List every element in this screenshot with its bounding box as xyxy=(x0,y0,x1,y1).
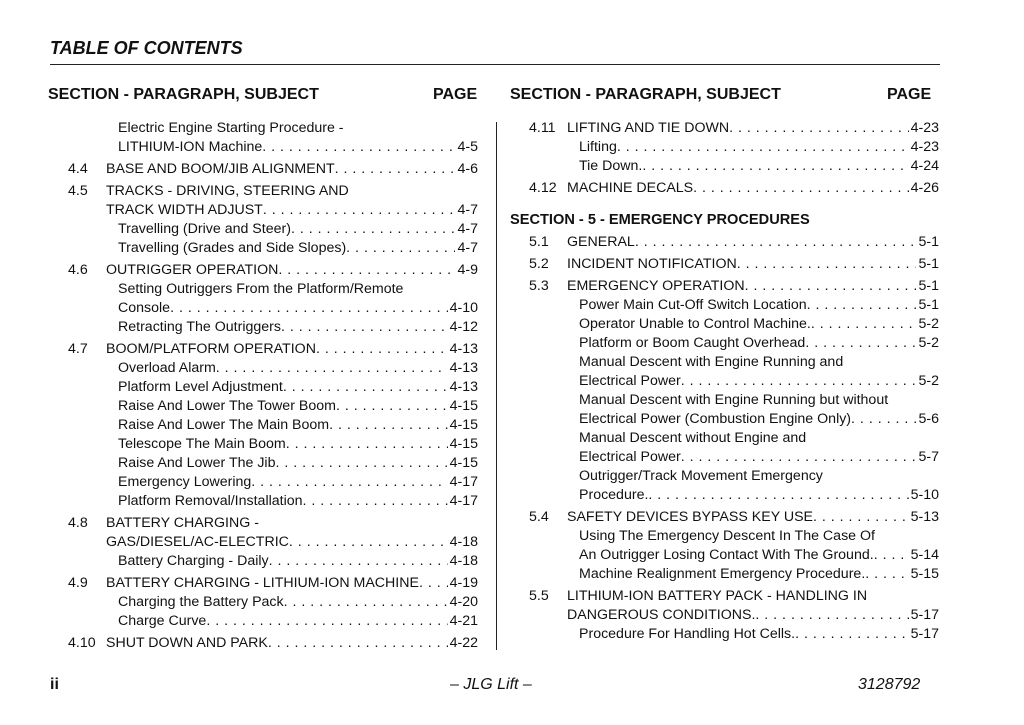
toc-entry xyxy=(68,533,478,552)
toc-entry-number: 4.10 xyxy=(68,635,96,651)
toc-entry xyxy=(529,277,939,296)
dot-leader xyxy=(286,435,448,454)
toc-entry-number: 5.3 xyxy=(529,278,549,294)
toc-entry-title: Electric Engine Starting Procedure - xyxy=(118,120,344,136)
toc-entry-number: 4.12 xyxy=(529,180,557,196)
toc-entry xyxy=(68,612,478,631)
right-page-heading: PAGE xyxy=(887,86,932,103)
dot-leader xyxy=(336,397,448,416)
toc-entry-title: Platform or Boom Caught Overhead xyxy=(579,335,806,351)
toc-entry-page: 5-2 xyxy=(918,316,939,332)
column-divider xyxy=(496,122,497,650)
toc-entry-title: Procedure For Handling Hot Cells. xyxy=(579,626,796,642)
toc-entry xyxy=(529,296,939,315)
toc-entry-title: Raise And Lower The Tower Boom xyxy=(118,398,336,414)
dot-leader xyxy=(289,533,448,552)
dot-leader xyxy=(291,220,456,239)
toc-entry-title: Travelling (Drive and Steer) xyxy=(118,221,291,237)
toc-entry xyxy=(529,315,939,334)
dot-leader xyxy=(755,606,908,625)
toc-entry-page: 4-15 xyxy=(449,436,478,452)
toc-entry xyxy=(68,119,478,138)
toc-entry xyxy=(529,410,939,429)
toc-entry-title: Procedure. xyxy=(579,487,649,503)
toc-entry-title: LITHIUM-ION BATTERY PACK - HANDLING IN xyxy=(567,588,868,604)
toc-entry xyxy=(68,378,478,397)
toc-entry-page: 4-21 xyxy=(449,613,478,629)
toc-entry-page: 4-13 xyxy=(449,360,478,376)
toc-entry xyxy=(529,565,939,584)
toc-entry-page: 4-15 xyxy=(449,398,478,414)
toc-entry xyxy=(529,179,939,198)
toc-entry-number: 4.8 xyxy=(68,515,88,531)
toc-entry-title: GAS/DIESEL/AC-ELECTRIC xyxy=(106,534,289,550)
toc-entry xyxy=(529,157,939,176)
toc-entry xyxy=(68,454,478,473)
toc-entry xyxy=(529,353,939,372)
toc-entry xyxy=(68,201,478,220)
dot-leader xyxy=(269,552,448,571)
toc-entry-title: Using The Emergency Descent In The Case Of xyxy=(579,528,875,544)
toc-entry-page: 4-22 xyxy=(449,635,478,651)
toc-entry xyxy=(68,318,478,337)
toc-entry-page: 5-2 xyxy=(918,373,939,389)
dot-leader xyxy=(262,138,455,157)
right-toc-column xyxy=(510,119,939,644)
toc-entry xyxy=(68,574,478,593)
dot-leader xyxy=(206,612,447,631)
toc-entry-page: 4-23 xyxy=(910,120,939,136)
left-toc-column xyxy=(68,119,478,653)
toc-entry-title: Electrical Power (Combustion Engine Only) xyxy=(579,411,852,427)
toc-entry-title: Retracting The Outriggers xyxy=(118,319,281,335)
toc-entry-title: Telescope The Main Boom xyxy=(118,436,286,452)
toc-entry xyxy=(529,334,939,353)
dot-leader xyxy=(865,565,908,584)
toc-entry-page: 4-18 xyxy=(449,553,478,569)
toc-entry-title: An Outrigger Losing Contact With The Ground. xyxy=(579,547,874,563)
dot-leader xyxy=(263,201,456,220)
toc-entry-title: Tie Down. xyxy=(579,158,643,174)
toc-entry-title: Electrical Power xyxy=(579,373,681,389)
toc-entry-title: SAFETY DEVICES BYPASS KEY USE xyxy=(567,509,814,525)
footer-title: – JLG Lift – xyxy=(450,676,532,693)
toc-entry-page: 5-6 xyxy=(918,411,939,427)
toc-entry xyxy=(529,546,939,565)
toc-entry xyxy=(68,182,478,201)
dot-leader xyxy=(281,318,448,337)
toc-entry xyxy=(68,359,478,378)
toc-entry xyxy=(529,372,939,391)
toc-entry-title: BATTERY CHARGING - LITHIUM-ION MACHINE xyxy=(106,575,419,591)
toc-entry-title: SHUT DOWN AND PARK xyxy=(106,635,268,651)
toc-entry xyxy=(68,416,478,435)
toc-entry-page: 5-1 xyxy=(918,234,939,250)
toc-entry-page: 4-20 xyxy=(449,594,478,610)
dot-leader xyxy=(805,334,916,353)
dot-leader xyxy=(278,261,455,280)
right-column-heading: SECTION - PARAGRAPH, SUBJECT xyxy=(510,86,781,103)
toc-entry-title: Overload Alarm xyxy=(118,360,216,376)
dot-leader xyxy=(807,296,917,315)
page-title: TABLE OF CONTENTS xyxy=(50,38,243,58)
dot-leader xyxy=(729,119,908,138)
toc-entry-number: 4.11 xyxy=(529,120,556,136)
toc-entry-title: Platform Level Adjustment xyxy=(118,379,283,395)
toc-entry xyxy=(68,634,478,653)
toc-entry-number: 4.7 xyxy=(68,341,88,357)
dot-leader xyxy=(851,410,916,429)
dot-leader xyxy=(216,359,448,378)
dot-leader xyxy=(693,179,908,198)
toc-entry-page: 4-23 xyxy=(910,139,939,155)
toc-entry-title: OUTRIGGER OPERATION xyxy=(106,262,279,278)
toc-entry-title: GENERAL xyxy=(567,234,635,250)
toc-entry-title: Power Main Cut-Off Switch Location xyxy=(579,297,807,313)
toc-entry xyxy=(529,527,939,546)
toc-entry-title: Raise And Lower The Jib xyxy=(118,455,276,471)
toc-entry xyxy=(529,486,939,505)
toc-entry-number: 5.4 xyxy=(529,509,549,525)
toc-entry-title: Charge Curve xyxy=(118,613,207,629)
toc-entry xyxy=(68,514,478,533)
toc-entry xyxy=(68,473,478,492)
toc-entry-page: 4-9 xyxy=(457,262,478,278)
dot-leader xyxy=(346,239,455,258)
toc-entry xyxy=(529,606,939,625)
toc-entry-title: Operator Unable to Control Machine. xyxy=(579,316,811,332)
toc-entry-page: 4-5 xyxy=(457,139,478,155)
toc-entry-page: 5-1 xyxy=(918,297,939,313)
toc-entry xyxy=(529,508,939,527)
toc-entry-page: 4-10 xyxy=(449,300,478,316)
toc-entry-page: 5-10 xyxy=(910,487,939,503)
toc-entry-title: INCIDENT NOTIFICATION xyxy=(567,256,737,272)
toc-entry-title: TRACKS - DRIVING, STEERING AND xyxy=(106,183,349,199)
toc-entry-page: 5-17 xyxy=(910,607,939,623)
dot-leader xyxy=(874,546,909,565)
toc-entry-page: 5-14 xyxy=(910,547,939,563)
dot-leader xyxy=(795,625,909,644)
toc-entry-page: 4-19 xyxy=(449,575,478,591)
footer-doc-number: 3128792 xyxy=(858,676,921,693)
toc-entry-title: Setting Outriggers From the Platform/Remote xyxy=(118,281,404,297)
toc-entry-title: Manual Descent without Engine and xyxy=(579,430,807,446)
dot-leader xyxy=(811,315,917,334)
dot-leader xyxy=(170,299,448,318)
dot-leader xyxy=(642,157,908,176)
toc-entry-title: DANGEROUS CONDITIONS. xyxy=(567,607,756,623)
toc-entry xyxy=(68,160,478,179)
toc-entry-page: 4-13 xyxy=(449,379,478,395)
toc-entry-number: 5.5 xyxy=(529,588,549,604)
toc-entry-page: 5-7 xyxy=(918,449,939,465)
toc-entry-number: 4.6 xyxy=(68,262,88,278)
toc-entry xyxy=(68,261,478,280)
dot-leader xyxy=(268,634,448,653)
toc-entry-page: 4-24 xyxy=(910,158,939,174)
toc-entry-title: TRACK WIDTH ADJUST xyxy=(106,202,263,218)
toc-entry-title: Raise And Lower The Main Boom xyxy=(118,417,330,433)
toc-entry xyxy=(68,220,478,239)
toc-entry xyxy=(529,467,939,486)
toc-entry-page: 5-1 xyxy=(918,278,939,294)
toc-entry-title: LITHIUM-ION Machine xyxy=(118,139,263,155)
dot-leader xyxy=(419,574,448,593)
toc-entry-title: Machine Realignment Emergency Procedure. xyxy=(579,566,866,582)
toc-entry xyxy=(529,429,939,448)
toc-entry-page: 4-6 xyxy=(457,161,478,177)
toc-entry xyxy=(529,255,939,274)
toc-entry-title: Battery Charging - Daily xyxy=(118,553,269,569)
toc-entry xyxy=(529,233,939,252)
dot-leader xyxy=(681,448,917,467)
toc-entry xyxy=(529,587,939,606)
section-heading xyxy=(510,211,939,230)
dot-leader xyxy=(648,486,908,505)
toc-entry-number: 4.5 xyxy=(68,183,88,199)
toc-entry-number: 4.9 xyxy=(68,575,88,591)
toc-entry-title: BATTERY CHARGING - xyxy=(106,515,259,531)
toc-entry xyxy=(68,299,478,318)
toc-entry-page: 4-13 xyxy=(449,341,478,357)
toc-entry-title: Charging the Battery Pack xyxy=(118,594,284,610)
dot-leader xyxy=(316,340,448,359)
dot-leader xyxy=(335,160,456,179)
toc-entry-title: Lifting xyxy=(579,139,617,155)
toc-entry xyxy=(68,138,478,157)
toc-section-title: SECTION - 5 - EMERGENCY PROCEDURES xyxy=(510,212,810,228)
toc-entry xyxy=(68,593,478,612)
toc-entry-page: 5-17 xyxy=(910,626,939,642)
toc-entry-title: Outrigger/Track Movement Emergency xyxy=(579,468,823,484)
toc-entry-page: 4-17 xyxy=(449,474,478,490)
toc-entry-number: 4.4 xyxy=(68,161,88,177)
toc-entry-page: 5-15 xyxy=(910,566,939,582)
toc-entry xyxy=(68,280,478,299)
toc-entry-page: 5-13 xyxy=(910,509,939,525)
toc-entry-page: 4-26 xyxy=(910,180,939,196)
toc-entry xyxy=(529,448,939,467)
toc-entry xyxy=(68,492,478,511)
toc-entry-page: 4-7 xyxy=(457,202,478,218)
dot-leader xyxy=(617,138,909,157)
dot-leader xyxy=(275,454,447,473)
dot-leader xyxy=(329,416,448,435)
footer-page-number: ii xyxy=(50,676,59,693)
toc-entry xyxy=(68,397,478,416)
toc-entry-page: 5-2 xyxy=(918,335,939,351)
toc-entry xyxy=(68,340,478,359)
left-column-heading: SECTION - PARAGRAPH, SUBJECT xyxy=(48,86,319,103)
dot-leader xyxy=(283,378,448,397)
dot-leader xyxy=(303,492,448,511)
dot-leader xyxy=(251,473,447,492)
toc-entry-title: Travelling (Grades and Side Slopes) xyxy=(118,240,347,256)
toc-entry-page: 4-12 xyxy=(449,319,478,335)
left-page-heading: PAGE xyxy=(433,86,478,103)
toc-entry-page: 4-15 xyxy=(449,417,478,433)
toc-entry xyxy=(68,435,478,454)
toc-entry-title: BASE AND BOOM/JIB ALIGNMENT xyxy=(106,161,335,177)
toc-entry-page: 4-18 xyxy=(449,534,478,550)
toc-entry-title: Emergency Lowering xyxy=(118,474,252,490)
toc-entry-page: 4-7 xyxy=(457,221,478,237)
dot-leader xyxy=(284,593,448,612)
toc-entry-page: 4-15 xyxy=(449,455,478,471)
toc-entry-title: Platform Removal/Installation xyxy=(118,493,303,509)
toc-entry-number: 5.1 xyxy=(529,234,549,250)
dot-leader xyxy=(681,372,917,391)
title-rule xyxy=(50,64,940,65)
toc-entry-page: 4-17 xyxy=(449,493,478,509)
toc-entry-title: LIFTING AND TIE DOWN xyxy=(567,120,730,136)
dot-leader xyxy=(745,277,917,296)
toc-entry-number: 5.2 xyxy=(529,256,549,272)
toc-entry-title: Manual Descent with Engine Running but without xyxy=(579,392,889,408)
dot-leader xyxy=(635,233,917,252)
toc-entry-title: BOOM/PLATFORM OPERATION xyxy=(106,341,316,357)
toc-entry-page: 4-7 xyxy=(457,240,478,256)
toc-entry-title: Electrical Power xyxy=(579,449,681,465)
toc-entry xyxy=(529,625,939,644)
toc-entry xyxy=(529,138,939,157)
toc-entry-title: EMERGENCY OPERATION xyxy=(567,278,745,294)
toc-entry-title: Console xyxy=(118,300,171,316)
toc-entry xyxy=(529,391,939,410)
toc-entry xyxy=(68,552,478,571)
toc-entry-title: Manual Descent with Engine Running and xyxy=(579,354,844,370)
toc-entry-title: MACHINE DECALS xyxy=(567,180,694,196)
dot-leader xyxy=(813,508,909,527)
toc-entry-page: 5-1 xyxy=(918,256,939,272)
toc-entry xyxy=(529,119,939,138)
dot-leader xyxy=(737,255,917,274)
toc-entry xyxy=(68,239,478,258)
